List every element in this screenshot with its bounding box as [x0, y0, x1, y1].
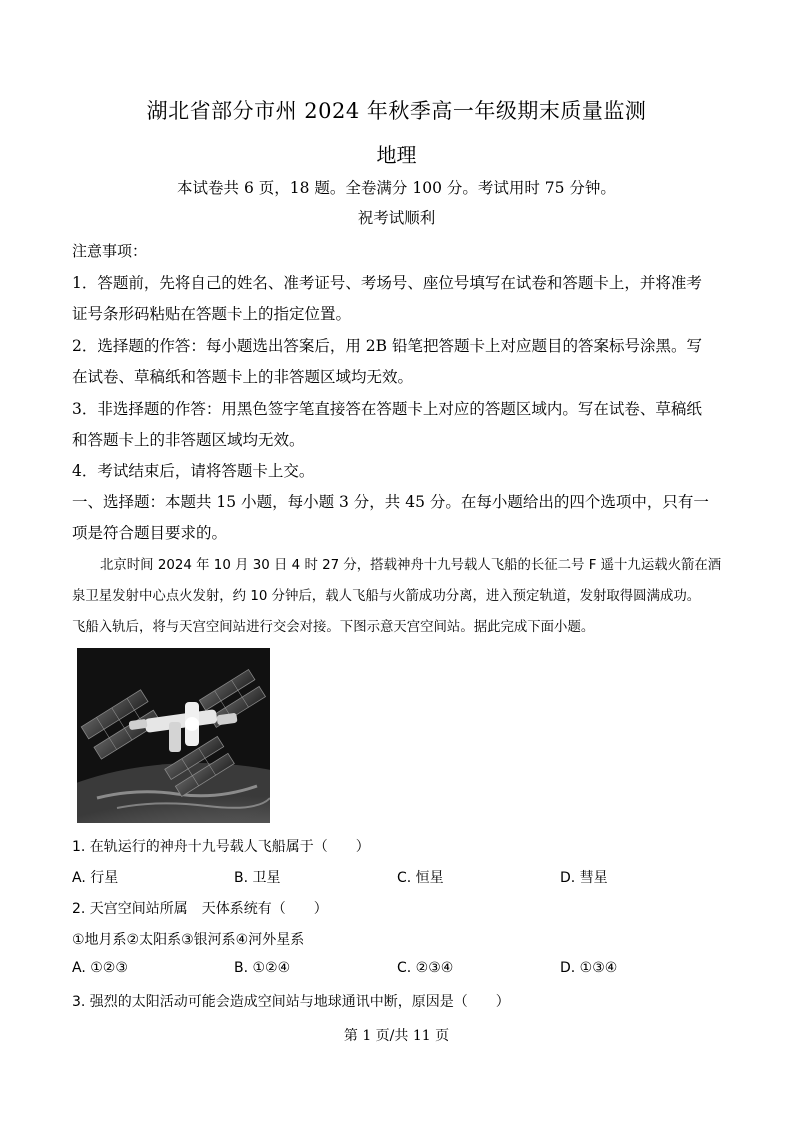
notes-line: 4．考试结束后，请将答题卡上交。	[72, 462, 315, 480]
question-3-stem: 3. 强烈的太阳活动可能会造成空间站与地球通讯中断，原因是（ ）	[72, 994, 510, 1010]
question-1-option-d[interactable]: D. 彗星	[560, 870, 608, 886]
question-1-option-c[interactable]: C. 恒星	[397, 870, 444, 886]
section-heading: 项是符合题目要求的。	[72, 524, 228, 542]
exam-intro: 本试卷共 6 页，18 题。全卷满分 100 分。考试用时 75 分钟。	[177, 179, 616, 197]
notes-line: 1．答题前，先将自己的姓名、准考证号、考场号、座位号填写在试卷和答题卡上，并将准考	[72, 274, 702, 292]
notes-heading: 注意事项：	[72, 242, 148, 260]
notes-line: 证号条形码粘贴在答题卡上的指定位置。	[72, 305, 352, 323]
exam-wish: 祝考试顺利	[357, 209, 436, 227]
page-title: 湖北省部分市州 2024 年秋季高一年级期末质量监测	[146, 99, 647, 123]
question-2-option-d[interactable]: D. ①③④	[560, 960, 618, 976]
question-2-option-b[interactable]: B. ①②④	[234, 960, 291, 976]
passage-line: 飞船入轨后，将与天宫空间站进行交会对接。下图示意天宫空间站。据此完成下面小题。	[72, 620, 595, 635]
notes-line: 和答题卡上的非答题区域均无效。	[72, 431, 305, 449]
question-1-stem: 1. 在轨运行的神舟十九号载人飞船属于（ ）	[72, 839, 370, 855]
question-2-option-a[interactable]: A. ①②③	[72, 960, 128, 976]
notes-line: 3．非选择题的作答：用黑色签字笔直接答在答题卡上对应的答题区域内。写在试卷、草稿纸	[72, 400, 702, 418]
passage-line: 泉卫星发射中心点火发射，约 10 分钟后，载人飞船与火箭成功分离，进入预定轨道，发射取得圆满成功。	[72, 589, 701, 604]
passage-line: 北京时间 2024 年 10 月 30 日 4 时 27 分，搭载神舟十九号载人飞船的长征二号 F 遥十九运载火箭在酒	[100, 558, 722, 573]
space-station-photo	[77, 648, 270, 823]
space-station-icon	[77, 648, 270, 823]
subject-title: 地理	[376, 143, 417, 167]
question-2-stem: 2. 天宫空间站所属 天体系统有（ ）	[72, 901, 328, 917]
question-2-sub: ①地月系②太阳系③银河系④河外星系	[72, 932, 305, 948]
notes-line: 2．选择题的作答：每小题选出答案后，用 2B 铅笔把答题卡上对应题目的答案标号涂黑。写	[72, 337, 702, 355]
section-heading: 一、选择题：本题共 15 小题，每小题 3 分，共 45 分。在每小题给出的四个选项中，只有一	[72, 493, 709, 511]
page-footer: 第 1 页/共 11 页	[343, 1028, 450, 1044]
notes-line: 在试卷、草稿纸和答题卡上的非答题区域均无效。	[72, 368, 414, 386]
question-2-option-c[interactable]: C. ②③④	[397, 960, 454, 976]
question-1-option-a[interactable]: A. 行星	[72, 870, 119, 886]
question-1-option-b[interactable]: B. 卫星	[234, 870, 281, 886]
